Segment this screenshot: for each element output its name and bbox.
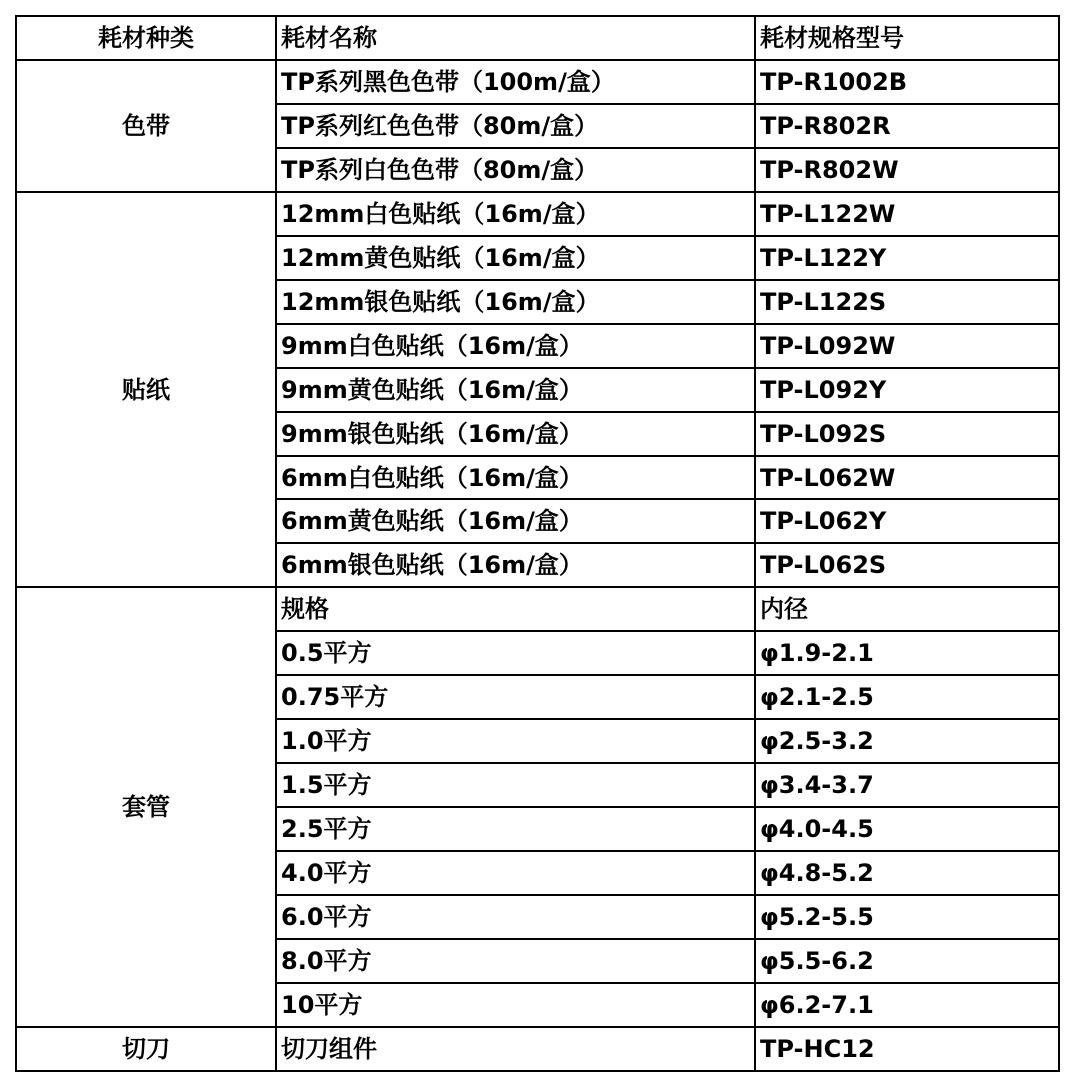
item-name-cell: 12mm银色贴纸（16m/盒） (276, 280, 755, 324)
category-cell: 切刀 (16, 1027, 276, 1071)
item-name-cell: 9mm白色贴纸（16m/盒） (276, 324, 755, 368)
item-name-cell: 10平方 (276, 983, 755, 1027)
item-name-cell: 6mm黄色贴纸（16m/盒） (276, 499, 755, 543)
consumables-table (15, 15, 1060, 1072)
item-name-cell: TP系列白色色带（80m/盒） (276, 148, 755, 192)
item-name-cell: 1.5平方 (276, 763, 755, 807)
item-model-cell: TP-R802W (755, 148, 1059, 192)
table-row (16, 587, 1059, 631)
item-name-cell: 9mm黄色贴纸（16m/盒） (276, 368, 755, 412)
table-row (16, 192, 1059, 236)
item-model-cell: TP-L062W (755, 456, 1059, 500)
item-model-cell: TP-HC12 (755, 1027, 1059, 1071)
header-row (16, 16, 1059, 60)
item-model-cell: φ3.4-3.7 (755, 763, 1059, 807)
item-model-cell: TP-L122W (755, 192, 1059, 236)
item-model-cell: φ5.5-6.2 (755, 939, 1059, 983)
consumables-table-body (16, 16, 1059, 1071)
item-name-cell: 12mm黄色贴纸（16m/盒） (276, 236, 755, 280)
item-name-cell: 12mm白色贴纸（16m/盒） (276, 192, 755, 236)
item-name-cell: 6.0平方 (276, 895, 755, 939)
item-name-cell: 1.0平方 (276, 719, 755, 763)
item-model-cell: φ5.2-5.5 (755, 895, 1059, 939)
item-name-cell: 切刀组件 (276, 1027, 755, 1071)
item-model-cell: TP-L062S (755, 543, 1059, 587)
category-cell: 色带 (16, 60, 276, 192)
item-model-cell: TP-L062Y (755, 499, 1059, 543)
header-name: 耗材名称 (276, 16, 755, 60)
item-name-cell: 规格 (276, 587, 755, 631)
item-model-cell: 内径 (755, 587, 1059, 631)
item-model-cell: φ2.1-2.5 (755, 675, 1059, 719)
table-row (16, 60, 1059, 104)
item-name-cell: TP系列黑色色带（100m/盒） (276, 60, 755, 104)
table-row (16, 1027, 1059, 1071)
item-model-cell: φ1.9-2.1 (755, 631, 1059, 675)
item-model-cell: TP-L122S (755, 280, 1059, 324)
item-model-cell: TP-R802R (755, 104, 1059, 148)
header-model: 耗材规格型号 (755, 16, 1059, 60)
item-model-cell: φ2.5-3.2 (755, 719, 1059, 763)
category-cell: 贴纸 (16, 192, 276, 588)
item-name-cell: 0.5平方 (276, 631, 755, 675)
header-category: 耗材种类 (16, 16, 276, 60)
item-model-cell: TP-R1002B (755, 60, 1059, 104)
item-name-cell: 8.0平方 (276, 939, 755, 983)
category-cell: 套管 (16, 587, 276, 1027)
item-model-cell: φ4.0-4.5 (755, 807, 1059, 851)
item-name-cell: 4.0平方 (276, 851, 755, 895)
item-name-cell: 9mm银色贴纸（16m/盒） (276, 412, 755, 456)
item-model-cell: TP-L092S (755, 412, 1059, 456)
item-name-cell: 6mm银色贴纸（16m/盒） (276, 543, 755, 587)
item-name-cell: 0.75平方 (276, 675, 755, 719)
item-model-cell: TP-L092W (755, 324, 1059, 368)
item-model-cell: φ6.2-7.1 (755, 983, 1059, 1027)
item-name-cell: 6mm白色贴纸（16m/盒） (276, 456, 755, 500)
item-name-cell: TP系列红色色带（80m/盒） (276, 104, 755, 148)
item-name-cell: 2.5平方 (276, 807, 755, 851)
item-model-cell: φ4.8-5.2 (755, 851, 1059, 895)
item-model-cell: TP-L122Y (755, 236, 1059, 280)
item-model-cell: TP-L092Y (755, 368, 1059, 412)
